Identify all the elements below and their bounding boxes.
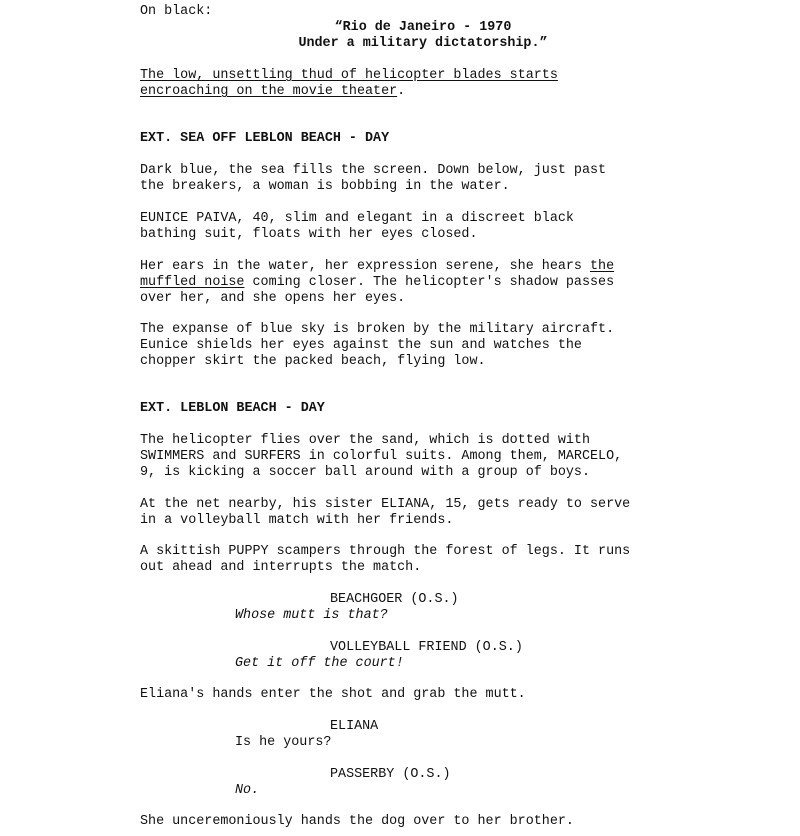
action-line: Eliana's hands enter the shot and grab the mutt. (140, 687, 526, 702)
title-card-line-1: “Rio de Janeiro - 1970 (334, 20, 512, 35)
action-line: The expanse of blue sky is broken by the military aircraft. (140, 322, 615, 337)
dialogue-line: No. (235, 783, 260, 798)
action-line (140, 275, 614, 291)
scene-heading-2: EXT. LEBLON BEACH - DAY (140, 401, 325, 416)
action-text: . (397, 84, 406, 99)
scene-heading-1: EXT. SEA OFF LEBLON BEACH - DAY (140, 131, 390, 146)
character-cue: VOLLEYBALL FRIEND (O.S.) (330, 640, 523, 655)
action-line (140, 259, 614, 275)
opening-direction: On black: (140, 4, 213, 19)
character-cue: ELIANA (330, 719, 379, 734)
action-line: Dark blue, the sea fills the screen. Down below, just past (140, 163, 607, 178)
character-cue: BEACHGOER (O.S.) (330, 592, 459, 607)
title-card-line-2: Under a military dictatorship.” (298, 36, 548, 51)
dialogue-line: Whose mutt is that? (235, 608, 388, 623)
opening-action-line-2 (140, 84, 405, 100)
action-line: A skittish PUPPY scampers through the forest of legs. It runs (140, 544, 631, 559)
action-line: the breakers, a woman is bobbing in the water. (140, 179, 510, 194)
underlined-text: The low, unsettling thud of helicopter blades starts (140, 68, 558, 83)
underlined-text: muffled noise (140, 275, 245, 290)
underlined-text: encroaching on the movie theater (140, 84, 398, 99)
action-text: coming closer. The helicopter's shadow passes (244, 275, 615, 290)
action-line: out ahead and interrupts the match. (140, 560, 422, 575)
dialogue-line: Is he yours? (235, 735, 332, 750)
action-line: She unceremoniously hands the dog over to her brother. (140, 814, 574, 829)
action-line: Eunice shields her eyes against the sun and watches the (140, 338, 582, 353)
action-line: in a volleyball match with her friends. (140, 513, 454, 528)
opening-action-line-1 (140, 68, 558, 84)
action-line: The helicopter flies over the sand, which is dotted with (140, 433, 590, 448)
action-line: over her, and she opens her eyes. (140, 291, 406, 306)
action-text: Her ears in the water, her expression serene, she hears (140, 259, 590, 274)
action-line: chopper skirt the packed beach, flying low. (140, 354, 486, 369)
action-line: bathing suit, floats with her eyes closed. (140, 227, 478, 242)
action-line: 9, is kicking a soccer ball around with a group of boys. (140, 465, 590, 480)
action-line: At the net nearby, his sister ELIANA, 15, gets ready to serve (140, 497, 631, 512)
action-line: SWIMMERS and SURFERS in colorful suits. Among them, MARCELO, (140, 449, 623, 464)
dialogue-line: Get it off the court! (235, 656, 404, 671)
underlined-text: the (590, 259, 615, 274)
character-cue: PASSERBY (O.S.) (330, 767, 451, 782)
action-line: EUNICE PAIVA, 40, slim and elegant in a discreet black (140, 211, 574, 226)
